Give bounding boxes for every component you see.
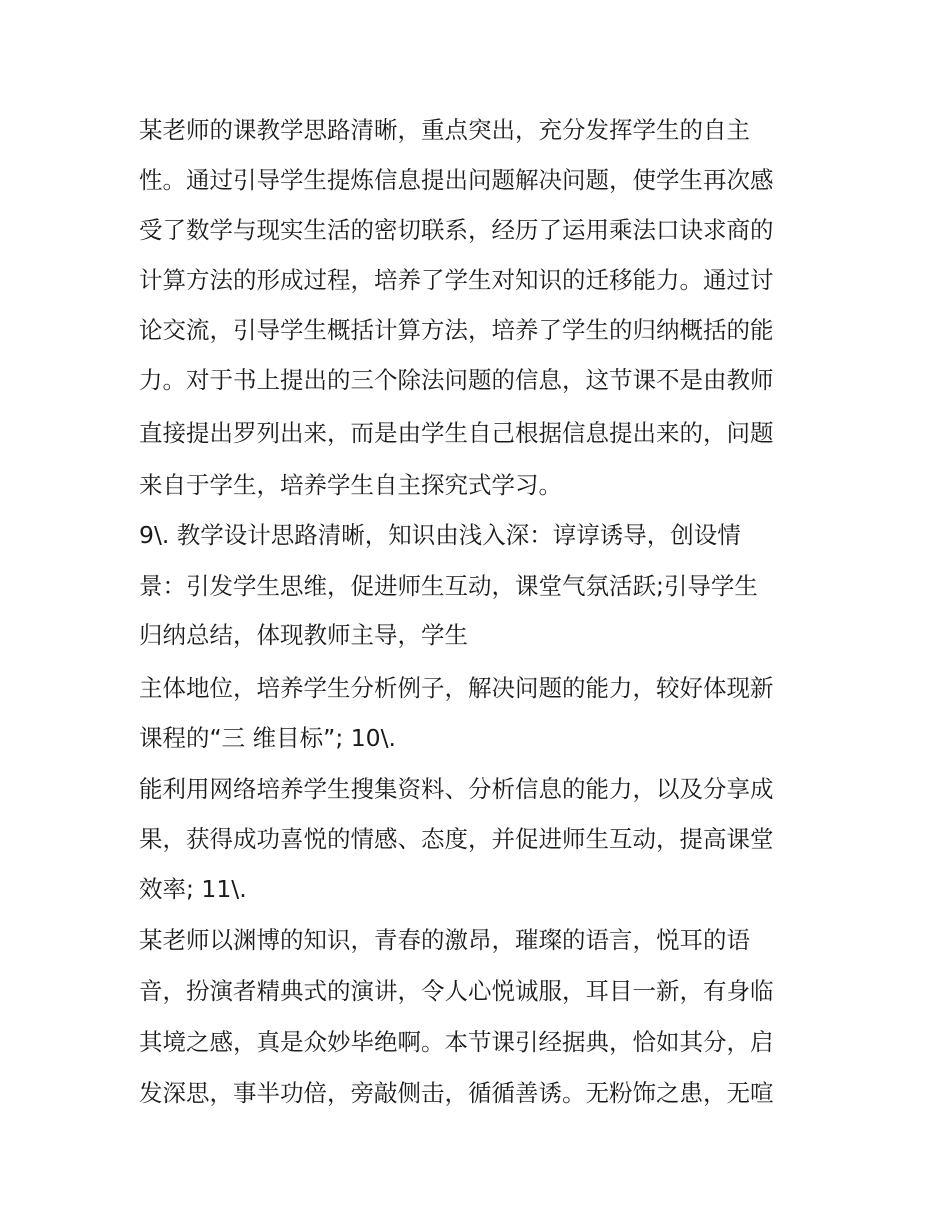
- text-line: 景：引发学生思维，促进师生互动，课堂气氛活跃;引导学生: [139, 572, 758, 600]
- text-line: 主体地位，培养学生分析例子，解决问题的能力，较好体现新: [139, 674, 774, 702]
- text-line: 直接提出罗列出来，而是由学生自己根据信息提出来的，问题: [139, 419, 774, 447]
- text-line: 力。对于书上提出的三个除法问题的信息，这节课不是由教师: [139, 366, 774, 394]
- text-line: 某老师以渊博的知识，青春的激昂，璀璨的语言，悦耳的语: [139, 926, 750, 954]
- text-line: 受了数学与现实生活的密切联系，经历了运用乘法口诀求商的: [139, 216, 774, 244]
- text-line: 来自于学生，培养学生自主探究式学习。: [139, 471, 562, 499]
- text-line: 归纳总结，体现教师主导，学生: [139, 621, 468, 649]
- text-line: 9\. 教学设计思路清晰，知识由浅入深：谆谆诱导，创设情: [139, 521, 741, 549]
- text-line: 课程的“三 维目标”; 10\.: [139, 724, 396, 752]
- text-line: 其境之感，真是众妙毕绝啊。本节课引经据典，恰如其分，启: [139, 1028, 774, 1056]
- text-line: 能利用网络培养学生搜集资料、分析信息的能力，以及分享成: [139, 775, 774, 803]
- text-line: 发深思，事半功倍，旁敲侧击，循循善诱。无粉饰之患，无喧: [139, 1079, 774, 1107]
- text-line: 效率; 11\.: [139, 875, 247, 903]
- text-line: 某老师的课教学思路清晰，重点突出，充分发挥学生的自主: [139, 116, 750, 144]
- text-line: 性。通过引导学生提炼信息提出问题解决问题，使学生再次感: [139, 166, 774, 194]
- text-line: 果，获得成功喜悦的情感、态度，并促进师生互动，提高课堂: [139, 825, 774, 853]
- text-line: 音，扮演者精典式的演讲，令人心悦诚服，耳目一新，有身临: [139, 977, 774, 1005]
- text-line: 论交流，引导学生概括计算方法，培养了学生的归纳概括的能: [139, 316, 774, 344]
- text-line: 计算方法的形成过程，培养了学生对知识的迁移能力。通过讨: [139, 266, 774, 294]
